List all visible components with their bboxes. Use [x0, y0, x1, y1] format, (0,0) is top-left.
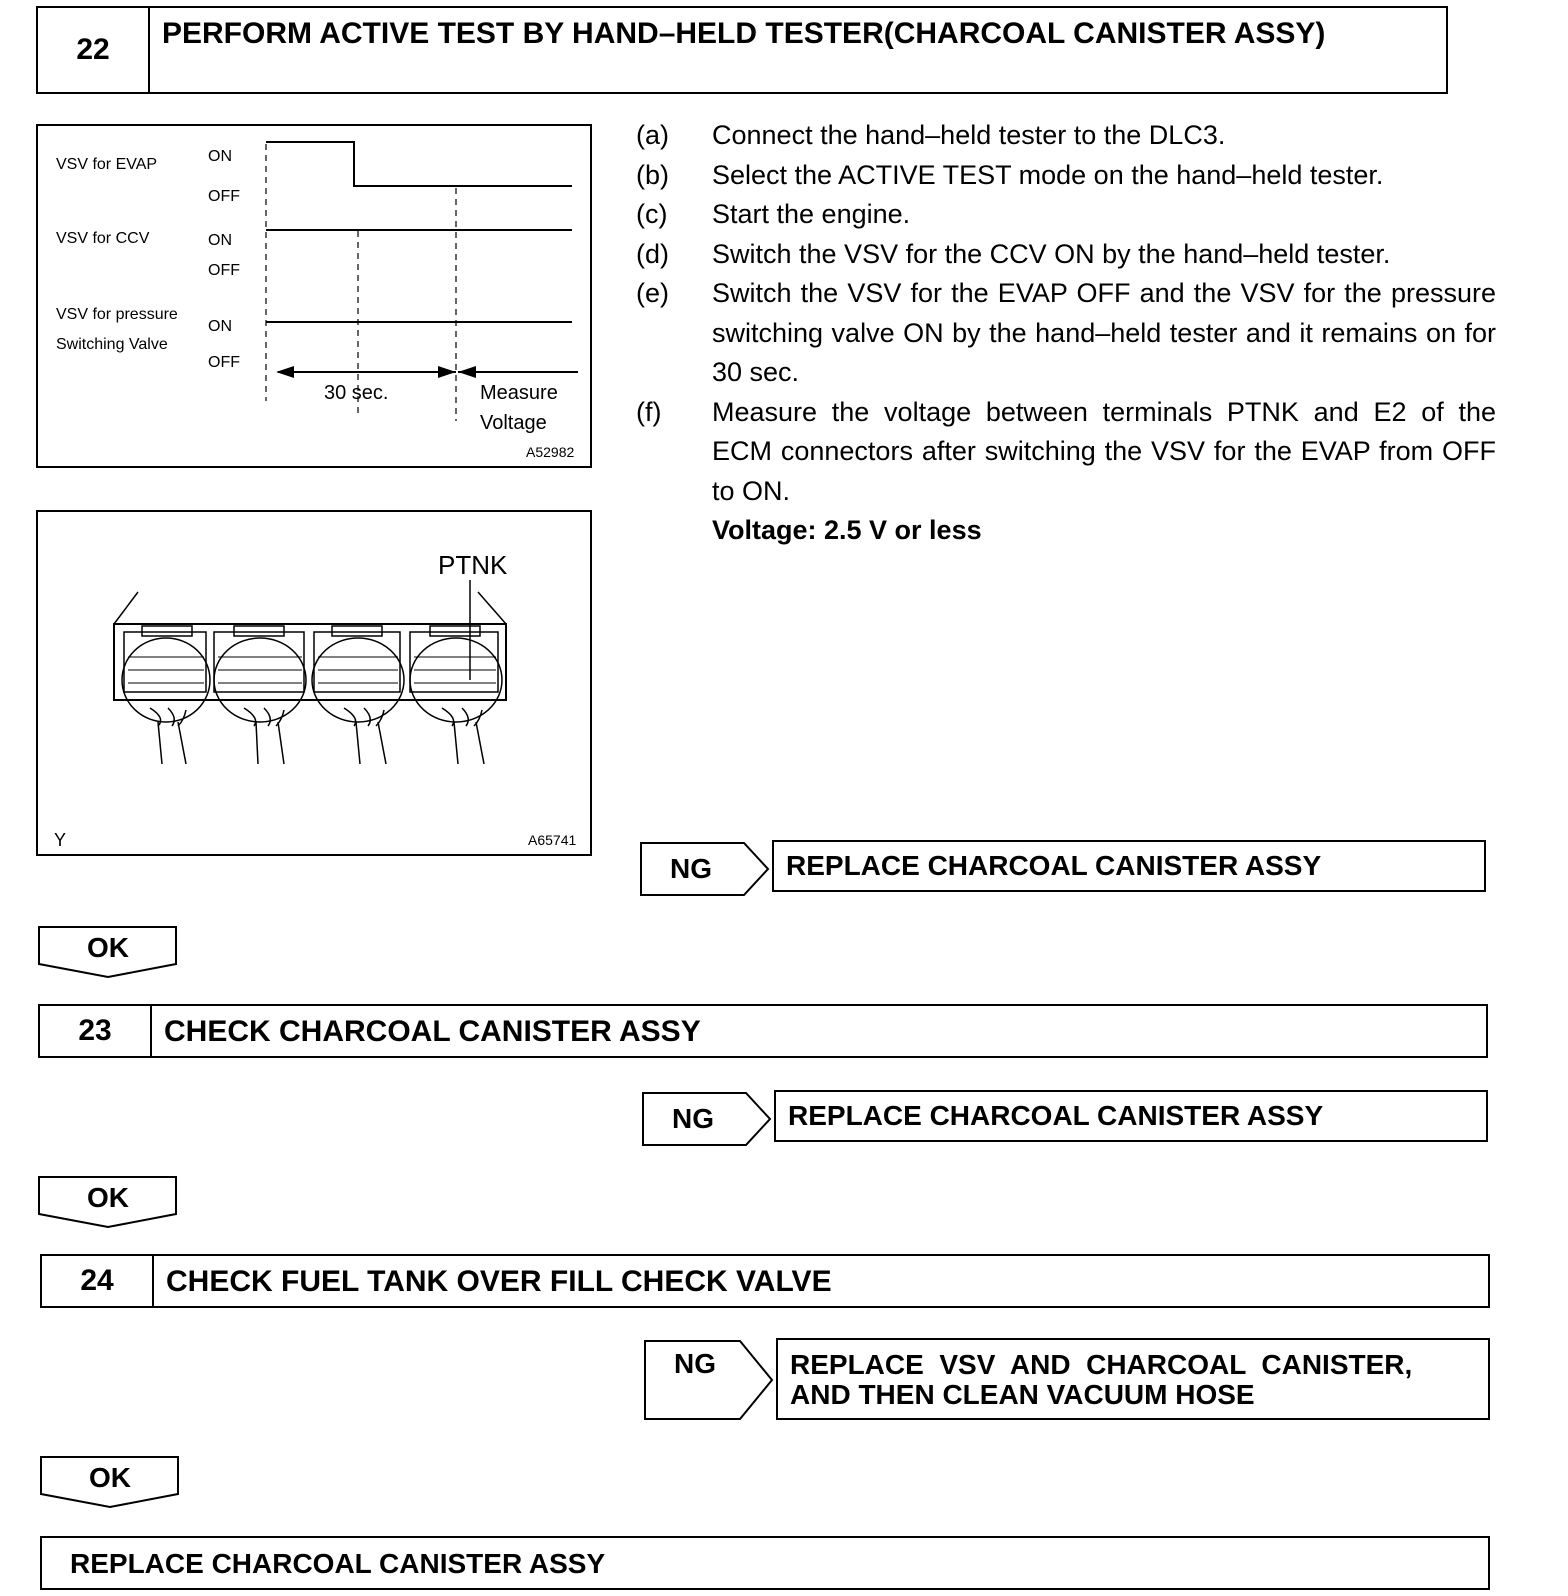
step-23-header — [38, 1004, 1488, 1058]
step-number: 24 — [42, 1256, 154, 1306]
ok-label: OK — [89, 1462, 131, 1493]
ng-action-3 — [776, 1338, 1490, 1420]
measure-label-2: Voltage — [480, 412, 547, 434]
corner-label: Y — [54, 830, 67, 850]
step-24-header — [40, 1254, 1490, 1308]
step-22-header — [36, 6, 1448, 94]
ok-label: OK — [87, 1182, 129, 1213]
ng-action-2: REPLACE CHARCOAL CANISTER ASSY — [774, 1090, 1488, 1142]
duration-label: 30 sec. — [324, 382, 389, 404]
measure-label-1: Measure — [480, 382, 558, 404]
ng-branch-3 — [644, 1340, 774, 1420]
signal-psv-label-1: VSV for pressure — [56, 306, 178, 323]
ng-branch-1 — [640, 842, 770, 896]
ng-label: NG — [672, 1103, 714, 1134]
instruction-list — [636, 116, 1496, 551]
timing-chart-figure — [36, 124, 592, 468]
step-title: CHECK CHARCOAL CANISTER ASSY — [164, 1015, 701, 1048]
signal-ccv-label: VSV for CCV — [56, 230, 150, 247]
instruction-item: (e) Switch the VSV for the EVAP OFF and the VSV for the pressure switching valve ON by the hand–held tester and it remains on for 30 sec. — [636, 278, 1496, 387]
instruction-item: (c) Start the engine. — [636, 199, 911, 229]
final-action: REPLACE CHARCOAL CANISTER ASSY — [40, 1536, 1490, 1590]
ok-branch-3 — [40, 1456, 180, 1508]
signal-ccv-on: ON — [208, 232, 232, 249]
connector-figure — [36, 510, 592, 856]
ng-branch-2 — [642, 1092, 772, 1146]
figure-id: A65741 — [528, 832, 577, 848]
ng-action-1: REPLACE CHARCOAL CANISTER ASSY — [772, 840, 1486, 892]
ok-label: OK — [87, 932, 129, 963]
instruction-item: (f) Measure the voltage between terminals PTNK and E2 of the ECM connectors after switching the VSV for the EVAP from OFF to ON. — [636, 396, 1496, 506]
step-title: PERFORM ACTIVE TEST BY HAND–HELD TESTER(CHARCOAL CANISTER ASSY) — [162, 17, 1326, 50]
figure-id: A52982 — [526, 444, 575, 460]
signal-evap-on: ON — [208, 148, 232, 165]
ok-branch-2 — [38, 1176, 178, 1228]
signal-psv-off: OFF — [208, 354, 240, 371]
signal-ccv-off: OFF — [208, 262, 240, 279]
ng-label: NG — [670, 853, 712, 884]
step-number: 22 — [38, 8, 150, 92]
instruction-item: (a) Connect the hand–held tester to the DLC3. — [636, 120, 1226, 150]
instruction-item: (d) Switch the VSV for the CCV ON by the hand–held tester. — [636, 238, 1391, 269]
signal-psv-on: ON — [208, 318, 232, 335]
signal-evap-off: OFF — [208, 188, 240, 205]
terminal-label-ptnk: PTNK — [438, 550, 508, 580]
signal-evap-label: VSV for EVAP — [56, 156, 158, 173]
ok-branch-1 — [38, 926, 178, 978]
ng-label: NG — [674, 1348, 716, 1379]
step-number: 23 — [40, 1006, 152, 1056]
ng-action-line: REPLACE VSV AND CHARCOAL CANISTER, — [790, 1349, 1413, 1380]
ng-action-line: AND THEN CLEAN VACUUM HOSE — [790, 1379, 1255, 1410]
step-title: CHECK FUEL TANK OVER FILL CHECK VALVE — [166, 1265, 832, 1298]
instruction-item: (b) Select the ACTIVE TEST mode on the hand–held tester. — [636, 159, 1384, 190]
voltage-spec: Voltage: 2.5 V or less — [712, 515, 982, 545]
signal-psv-label-2: Switching Valve — [56, 336, 168, 353]
ecm-connectors-drawing — [38, 512, 590, 854]
